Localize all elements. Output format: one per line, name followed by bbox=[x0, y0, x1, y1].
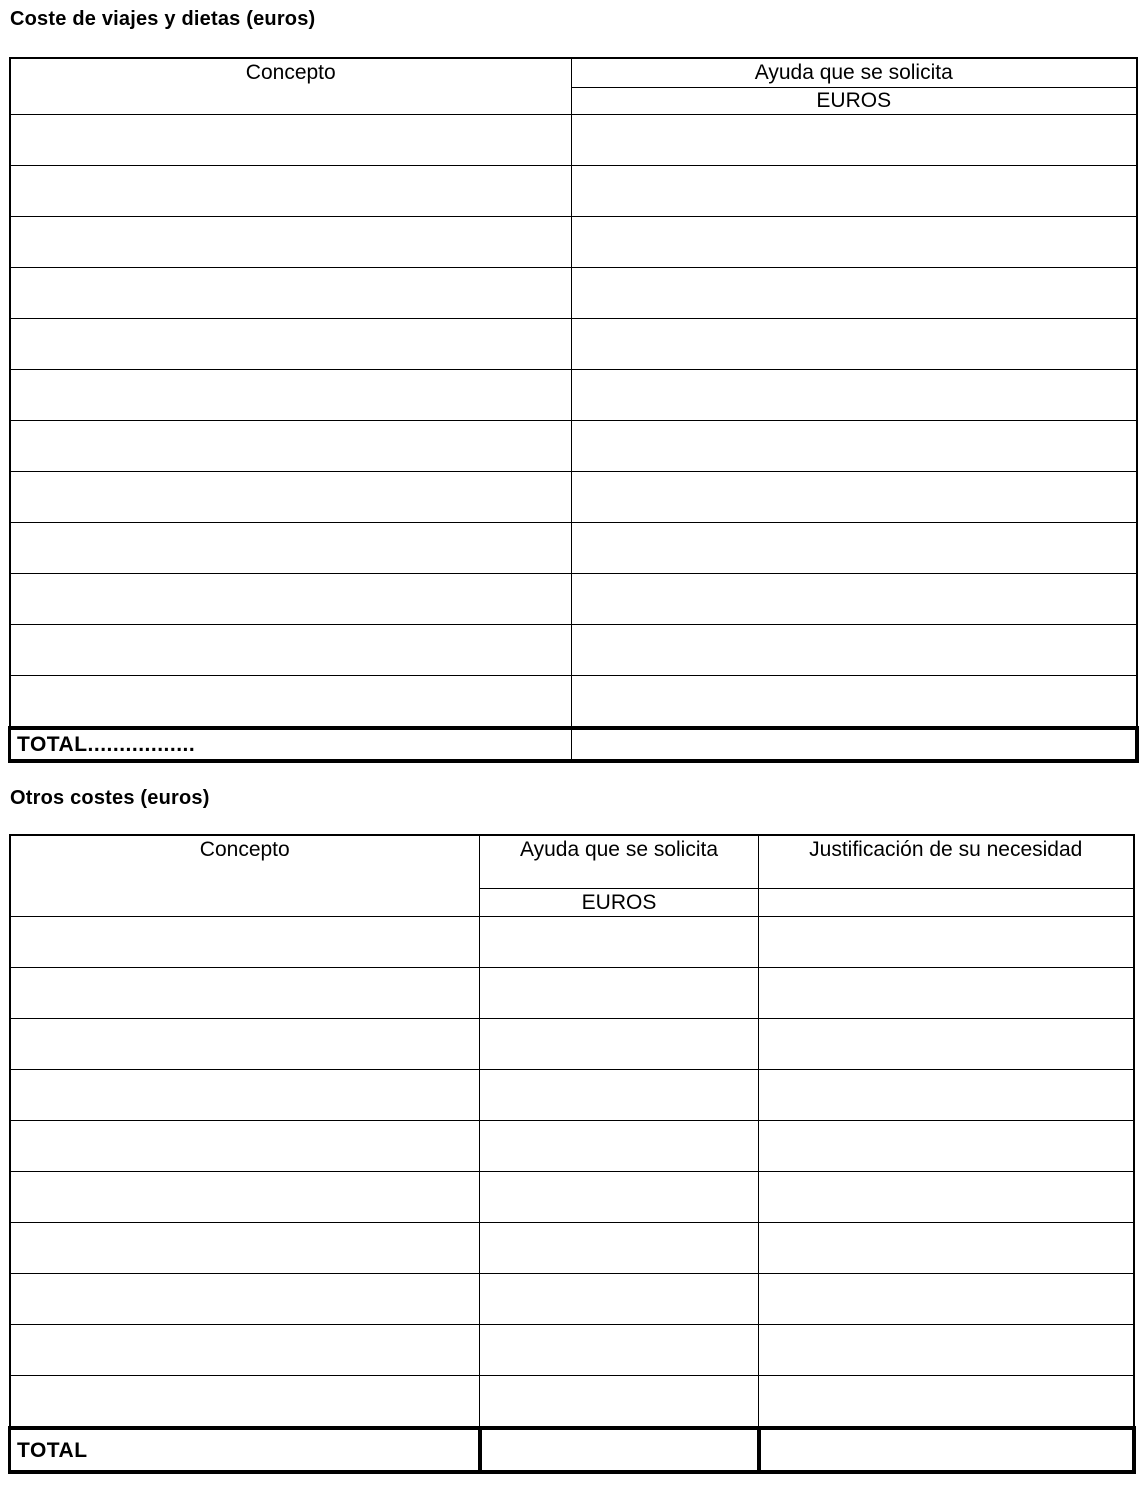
table-row bbox=[10, 523, 1137, 574]
euros-cell[interactable] bbox=[572, 574, 1137, 625]
header-euros: EUROS bbox=[572, 88, 1137, 115]
concepto-cell[interactable] bbox=[10, 676, 572, 729]
section-title-viajes: Coste de viajes y dietas (euros) bbox=[10, 8, 316, 30]
concepto-cell[interactable] bbox=[10, 421, 572, 472]
euros-cell[interactable] bbox=[480, 1274, 759, 1325]
header-euros: EUROS bbox=[480, 889, 759, 917]
concepto-cell[interactable] bbox=[10, 268, 572, 319]
concepto-cell[interactable] bbox=[10, 625, 572, 676]
table-row bbox=[10, 472, 1137, 523]
total-label: TOTAL bbox=[10, 1428, 480, 1472]
table-row bbox=[10, 370, 1137, 421]
euros-cell[interactable] bbox=[572, 370, 1137, 421]
euros-cell[interactable] bbox=[480, 1376, 759, 1429]
euros-cell[interactable] bbox=[480, 1121, 759, 1172]
euros-cell[interactable] bbox=[480, 917, 759, 968]
concepto-cell[interactable] bbox=[10, 1019, 480, 1070]
table-row bbox=[10, 1070, 1134, 1121]
euros-cell[interactable] bbox=[480, 1019, 759, 1070]
table-row bbox=[10, 1325, 1134, 1376]
euros-cell[interactable] bbox=[572, 472, 1137, 523]
header-ayuda-solicitada: Ayuda que se solicita bbox=[480, 835, 759, 889]
justificacion-cell[interactable] bbox=[759, 1223, 1134, 1274]
table-row bbox=[10, 217, 1137, 268]
table-row bbox=[10, 968, 1134, 1019]
justificacion-cell[interactable] bbox=[759, 1019, 1134, 1070]
concepto-cell[interactable] bbox=[10, 968, 480, 1019]
header-justificacion-blank bbox=[759, 889, 1134, 917]
euros-cell[interactable] bbox=[572, 115, 1137, 166]
total-value-cell[interactable] bbox=[480, 1428, 759, 1472]
euros-cell[interactable] bbox=[572, 268, 1137, 319]
header-concepto: Concepto bbox=[10, 835, 480, 917]
justificacion-cell[interactable] bbox=[759, 1121, 1134, 1172]
concepto-cell[interactable] bbox=[10, 319, 572, 370]
euros-cell[interactable] bbox=[480, 968, 759, 1019]
total-label: TOTAL................. bbox=[10, 728, 572, 761]
table-row bbox=[10, 676, 1137, 729]
justificacion-cell[interactable] bbox=[759, 1070, 1134, 1121]
justificacion-cell[interactable] bbox=[759, 917, 1134, 968]
table-row bbox=[10, 1223, 1134, 1274]
travel-costs-table bbox=[8, 57, 1139, 763]
section-title-otros: Otros costes (euros) bbox=[10, 787, 210, 809]
justificacion-cell[interactable] bbox=[759, 1274, 1134, 1325]
euros-cell[interactable] bbox=[572, 217, 1137, 268]
concepto-cell[interactable] bbox=[10, 1325, 480, 1376]
table-row bbox=[10, 1376, 1134, 1429]
concepto-cell[interactable] bbox=[10, 1376, 480, 1429]
euros-cell[interactable] bbox=[480, 1070, 759, 1121]
justificacion-cell[interactable] bbox=[759, 968, 1134, 1019]
euros-cell[interactable] bbox=[572, 319, 1137, 370]
concepto-cell[interactable] bbox=[10, 370, 572, 421]
euros-cell[interactable] bbox=[572, 166, 1137, 217]
euros-cell[interactable] bbox=[480, 1325, 759, 1376]
concepto-cell[interactable] bbox=[10, 1274, 480, 1325]
justificacion-cell[interactable] bbox=[759, 1376, 1134, 1429]
table-row bbox=[10, 917, 1134, 968]
table-row bbox=[10, 268, 1137, 319]
table-row bbox=[10, 319, 1137, 370]
justificacion-cell[interactable] bbox=[759, 1325, 1134, 1376]
concepto-cell[interactable] bbox=[10, 1223, 480, 1274]
other-costs-table bbox=[8, 834, 1136, 1474]
concepto-cell[interactable] bbox=[10, 523, 572, 574]
header-concepto: Concepto bbox=[10, 58, 572, 115]
euros-cell[interactable] bbox=[480, 1223, 759, 1274]
concepto-cell[interactable] bbox=[10, 1172, 480, 1223]
concepto-cell[interactable] bbox=[10, 1121, 480, 1172]
header-justificacion: Justificación de su necesidad bbox=[759, 835, 1134, 889]
euros-cell[interactable] bbox=[572, 676, 1137, 729]
table-row bbox=[10, 1172, 1134, 1223]
total-row bbox=[10, 728, 1137, 761]
total-value-cell[interactable] bbox=[572, 728, 1137, 761]
concepto-cell[interactable] bbox=[10, 574, 572, 625]
table-row bbox=[10, 1274, 1134, 1325]
table-row bbox=[10, 421, 1137, 472]
justificacion-cell[interactable] bbox=[759, 1172, 1134, 1223]
concepto-cell[interactable] bbox=[10, 166, 572, 217]
euros-cell[interactable] bbox=[572, 523, 1137, 574]
euros-cell[interactable] bbox=[572, 421, 1137, 472]
table-row bbox=[10, 1019, 1134, 1070]
total-justificacion-cell[interactable] bbox=[759, 1428, 1134, 1472]
concepto-cell[interactable] bbox=[10, 115, 572, 166]
concepto-cell[interactable] bbox=[10, 917, 480, 968]
table-row bbox=[10, 166, 1137, 217]
table-row bbox=[10, 115, 1137, 166]
euros-cell[interactable] bbox=[572, 625, 1137, 676]
concepto-cell[interactable] bbox=[10, 217, 572, 268]
header-ayuda-solicitada: Ayuda que se solicita bbox=[572, 58, 1137, 88]
concepto-cell[interactable] bbox=[10, 1070, 480, 1121]
table-row bbox=[10, 625, 1137, 676]
table-row bbox=[10, 1121, 1134, 1172]
total-row bbox=[10, 1428, 1134, 1472]
euros-cell[interactable] bbox=[480, 1172, 759, 1223]
table-row bbox=[10, 574, 1137, 625]
concepto-cell[interactable] bbox=[10, 472, 572, 523]
